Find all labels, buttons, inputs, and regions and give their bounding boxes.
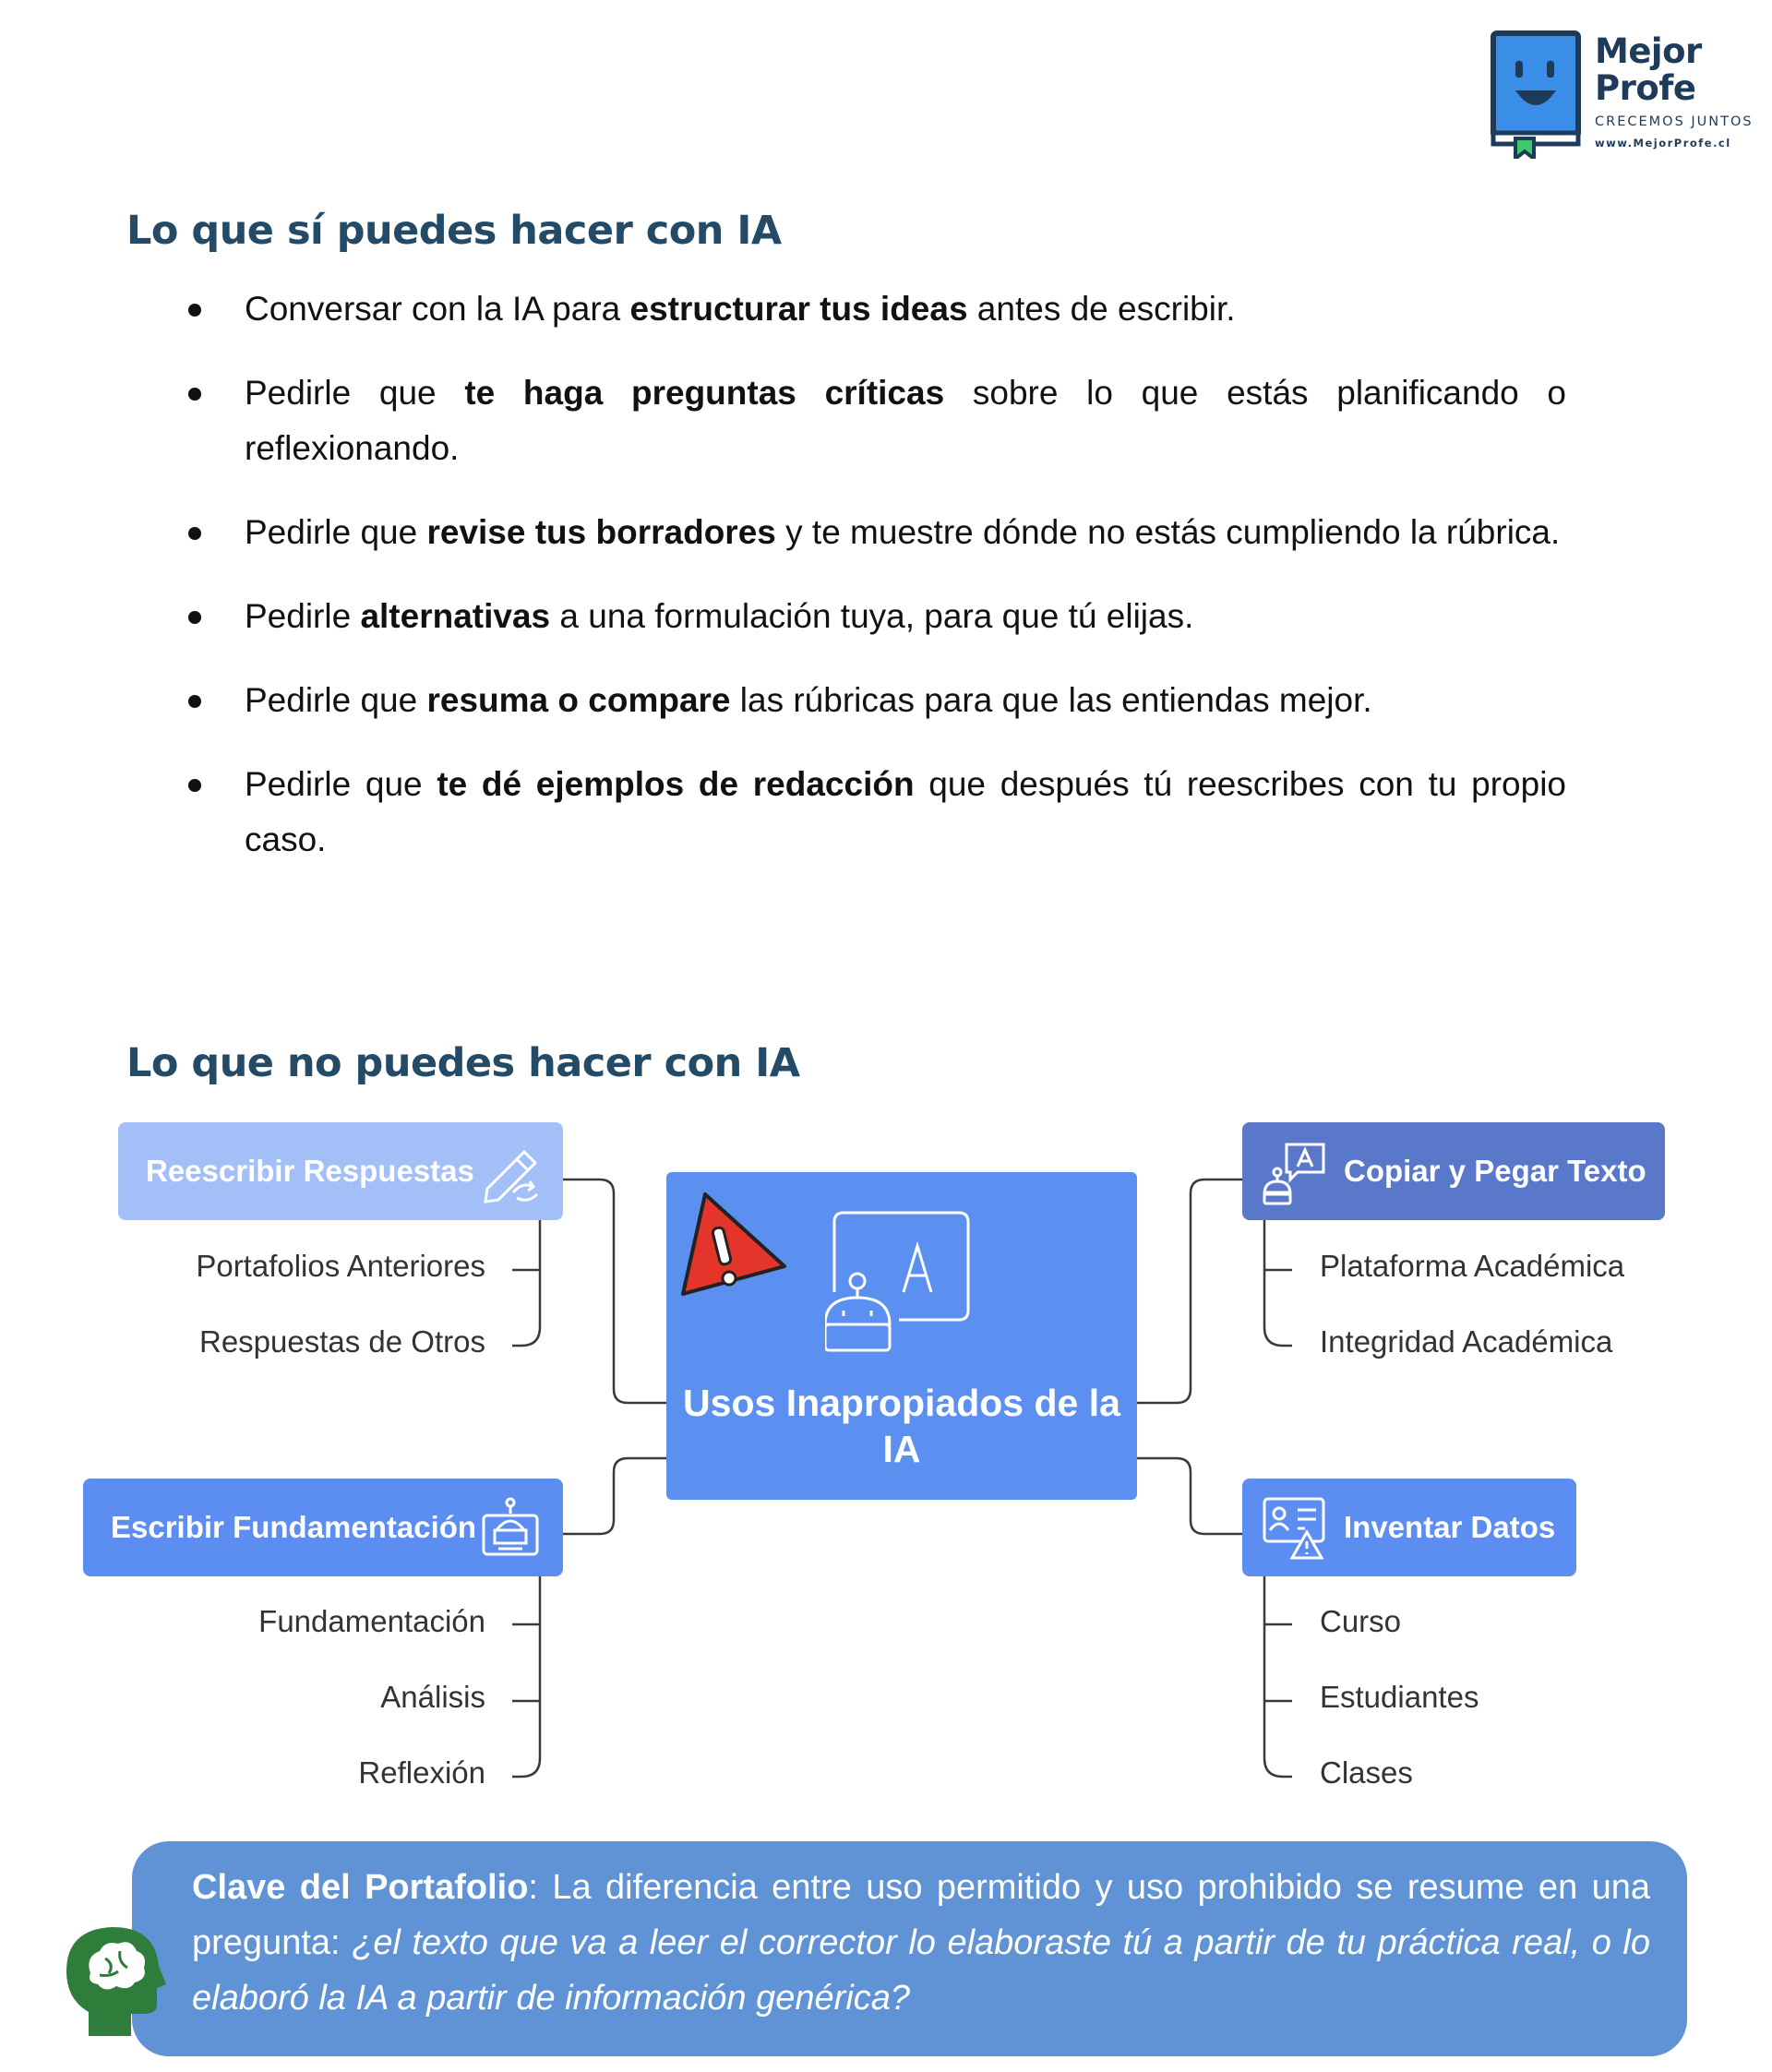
warning-icon xyxy=(677,1191,788,1304)
robot-speech-icon xyxy=(1261,1139,1327,1213)
profile-warning-icon xyxy=(1261,1495,1327,1569)
leaf-estudiantes: Estudiantes xyxy=(1320,1680,1479,1714)
list-item: Pedirle que revise tus borradores y te muestre dónde no estás cumpliendo la rúbrica. xyxy=(182,505,1566,560)
center-node xyxy=(666,1172,1137,1500)
branch-label: Inventar Datos xyxy=(1344,1510,1556,1544)
leaf-curso: Curso xyxy=(1320,1604,1402,1638)
logo-url: www.MejorProfe.cl xyxy=(1595,137,1731,150)
leaf-clases: Clases xyxy=(1320,1755,1413,1790)
pencil-refresh-icon xyxy=(480,1141,543,1211)
leaf-reflexion: Reflexión xyxy=(358,1755,485,1790)
key-callout xyxy=(132,1841,1687,2056)
list-item: Pedirle que te dé ejemplos de redacción que después tú reescribes con tu propio caso. xyxy=(182,757,1566,868)
robot-chat-icon xyxy=(825,1209,973,1361)
branch-label: Copiar y Pegar Texto xyxy=(1344,1154,1646,1188)
robot-document-icon xyxy=(478,1495,543,1567)
branch-inventar xyxy=(1242,1479,1576,1576)
leaf-analisis: Análisis xyxy=(380,1680,485,1714)
list-item: Pedirle que te haga preguntas críticas sobre lo que estás planificando o reflexionando. xyxy=(182,365,1566,476)
branch-label: Escribir Fundamentación xyxy=(111,1510,477,1544)
key-text: Clave del Portafolio: La diferencia entre uso permitido y uso prohibido se resume en una pregunta: ¿el texto que va a leer el corrector lo elaboraste tú a partir de tu práctica real, o lo elaboró la IA a partir de información genérica? xyxy=(192,1868,1650,2018)
allowed-title: Lo que sí puedes hacer con IA xyxy=(126,208,782,254)
leaf-portafolios-anteriores: Portafolios Anteriores xyxy=(196,1249,485,1283)
branch-label: Reescribir Respuestas xyxy=(146,1154,474,1188)
branch-reescribir xyxy=(118,1122,563,1220)
leaf-fundamentacion: Fundamentación xyxy=(258,1604,485,1638)
list-item: Conversar con la IA para estructurar tus ideas antes de escribir. xyxy=(182,281,1566,337)
forbidden-title: Lo que no puedes hacer con IA xyxy=(126,1040,800,1086)
list-item: Pedirle alternativas a una formulación tuya, para que tú elijas. xyxy=(182,589,1566,644)
smiling-book-icon xyxy=(1488,30,1585,159)
list-item: Pedirle que resuma o compare las rúbricas para que las entiendas mejor. xyxy=(182,673,1566,728)
branch-copiar xyxy=(1242,1122,1665,1220)
allowed-list xyxy=(182,281,1566,896)
logo-title: Mejor Profe xyxy=(1595,31,1702,108)
leaf-integridad-academica: Integridad Académica xyxy=(1320,1324,1613,1359)
leaf-respuestas-otros: Respuestas de Otros xyxy=(199,1324,485,1359)
mind-map xyxy=(0,1108,1772,1818)
brain-head-icon xyxy=(63,1922,169,2037)
center-title: Usos Inapropiados de la IA xyxy=(683,1382,1120,1470)
logo-tagline: CRECEMOS JUNTOS xyxy=(1595,114,1754,129)
leaf-plataforma-academica: Plataforma Académica xyxy=(1320,1249,1625,1283)
branch-fundamentacion xyxy=(83,1479,563,1576)
